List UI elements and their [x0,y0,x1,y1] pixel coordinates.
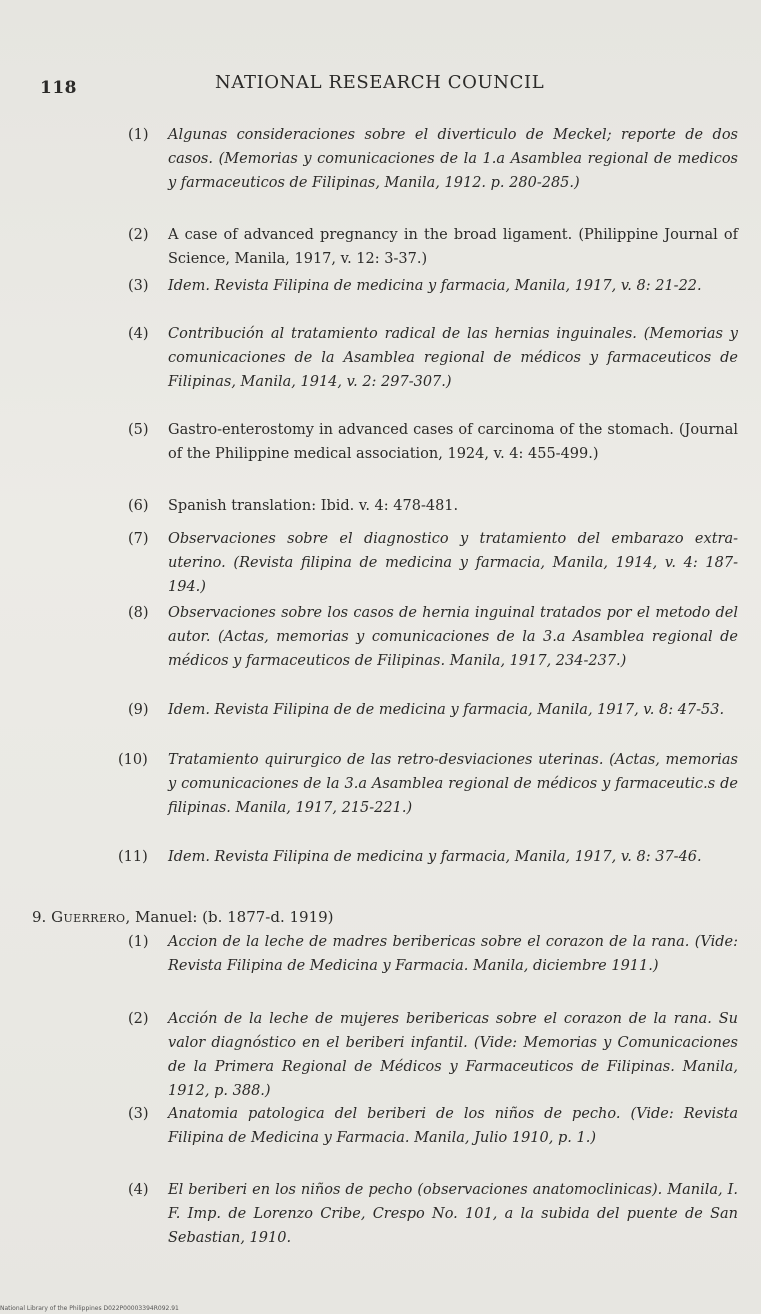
entry-number: (1) [128,934,149,950]
page-number: 118 [40,78,77,98]
entry-number: (2) [128,1011,149,1027]
entry-text: Anatomia patologica del beriberi de los niños de pecho. (Vide: Revista Filipina de Medicina y Farmacia. Manila, Julio 1910, p. 1.) [168,1106,738,1146]
entry-number: (11) [118,849,148,865]
entry-text: Idem. Revista Filipina de de medicina y farmacia, Manila, 1917, v. 8: 47-53. [168,702,725,718]
entry-number: (4) [128,326,149,342]
bibliography-entry [128,494,738,518]
entry-text: Idem. Revista Filipina de medicina y farmacia, Manila, 1917, v. 8: 21-22. [168,278,702,294]
entry-text: A case of advanced pregnancy in the broad ligament. (Philippine Journal of Science, Manila, 1917, v. 12: 3-37.) [168,227,738,267]
author-number: 9. [32,908,47,926]
author-dates: , Manuel: (b. 1877-d. 1919) [125,908,334,926]
bibliography-entry [128,223,738,271]
entry-number: (1) [128,127,149,143]
entry-number: (5) [128,422,149,438]
entry-number: (6) [128,498,149,514]
author-heading [32,905,334,929]
scan-footer: National Library of the Philippines D022P00003394R092.91 [0,1305,179,1312]
entry-text: Observaciones sobre el diagnostico y tratamiento del embarazo extra-uterino. (Revista filipina de medicina y farmacia, Manila, 1914, v. 4: 187-194.) [168,531,738,595]
entry-text: Spanish translation: Ibid. v. 4: 478-481. [168,498,459,514]
bibliography-entry [118,748,738,820]
running-head: NATIONAL RESEARCH COUNCIL [215,72,545,93]
author-name: Guerrero [51,908,126,926]
bibliography-entry [118,845,738,869]
entry-text: Acción de la leche de mujeres beribericas sobre el corazon de la rana. Su valor diagnóstico en el beriberi infantil. (Vide: Memorias y Comunicaciones de la Primera Regional de Médicos y Farmaceuticos de Filipinas. Manila, 1912, p. 388.) [168,1011,738,1099]
entry-text: Observaciones sobre los casos de hernia inguinal tratados por el metodo del autor. (Actas, memorias y comunicaciones de la 3.a Asamblea regional de médicos y farmaceuticos de Filipinas. Manila, 1917, 234-237.) [168,605,738,669]
bibliography-entry [128,1007,738,1103]
bibliography-entry [128,322,738,394]
bibliography-entry [128,1178,738,1250]
entry-text: Gastro-enterostomy in advanced cases of carcinoma of the stomach. (Journal of the Philippine medical association, 1924, v. 4: 455-499.) [168,422,738,462]
bibliography-entry [128,123,738,195]
entry-number: (4) [128,1182,149,1198]
entry-number: (10) [118,752,148,768]
entry-text: Tratamiento quirurgico de las retro-desviaciones uterinas. (Actas, memorias y comunicaciones de la 3.a Asamblea regional de médicos y farmaceutic.s de filipinas. Manila, 1917, 215-221.) [168,752,738,816]
entry-number: (8) [128,605,149,621]
entry-number: (2) [128,227,149,243]
bibliography-entry [128,274,738,298]
entry-number: (7) [128,531,149,547]
bibliography-entry [128,930,738,978]
bibliography-entry [128,418,738,466]
entry-text: El beriberi en los niños de pecho (observaciones anatomoclinicas). Manila, I. F. Imp. de Lorenzo Cribe, Crespo No. 101, a la subida del puente de San Sebastian, 1910. [168,1182,738,1246]
entry-text: Idem. Revista Filipina de medicina y farmacia, Manila, 1917, v. 8: 37-46. [168,849,702,865]
entry-text: Algunas consideraciones sobre el diverticulo de Meckel; reporte de dos casos. (Memorias y comunicaciones de la 1.a Asamblea regional de medicos y farmaceuticos de Filipinas, Manila, 1912. p. 280-285.) [168,127,738,191]
bibliography-entry [128,527,738,599]
entry-text: Contribución al tratamiento radical de las hernias inguinales. (Memorias y comunicaciones de la Asamblea regional de médicos y farmaceuticos de Filipinas, Manila, 1914, v. 2: 297-307.) [168,326,738,390]
entry-number: (9) [128,702,149,718]
entry-number: (3) [128,278,149,294]
entry-text: Accion de la leche de madres beribericas sobre el corazon de la rana. (Vide: Revista Filipina de Medicina y Farmacia. Manila, diciembre 1911.) [168,934,738,974]
bibliography-entry [128,1102,738,1150]
bibliography-entry [128,698,738,722]
entry-number: (3) [128,1106,149,1122]
bibliography-entry [128,601,738,673]
